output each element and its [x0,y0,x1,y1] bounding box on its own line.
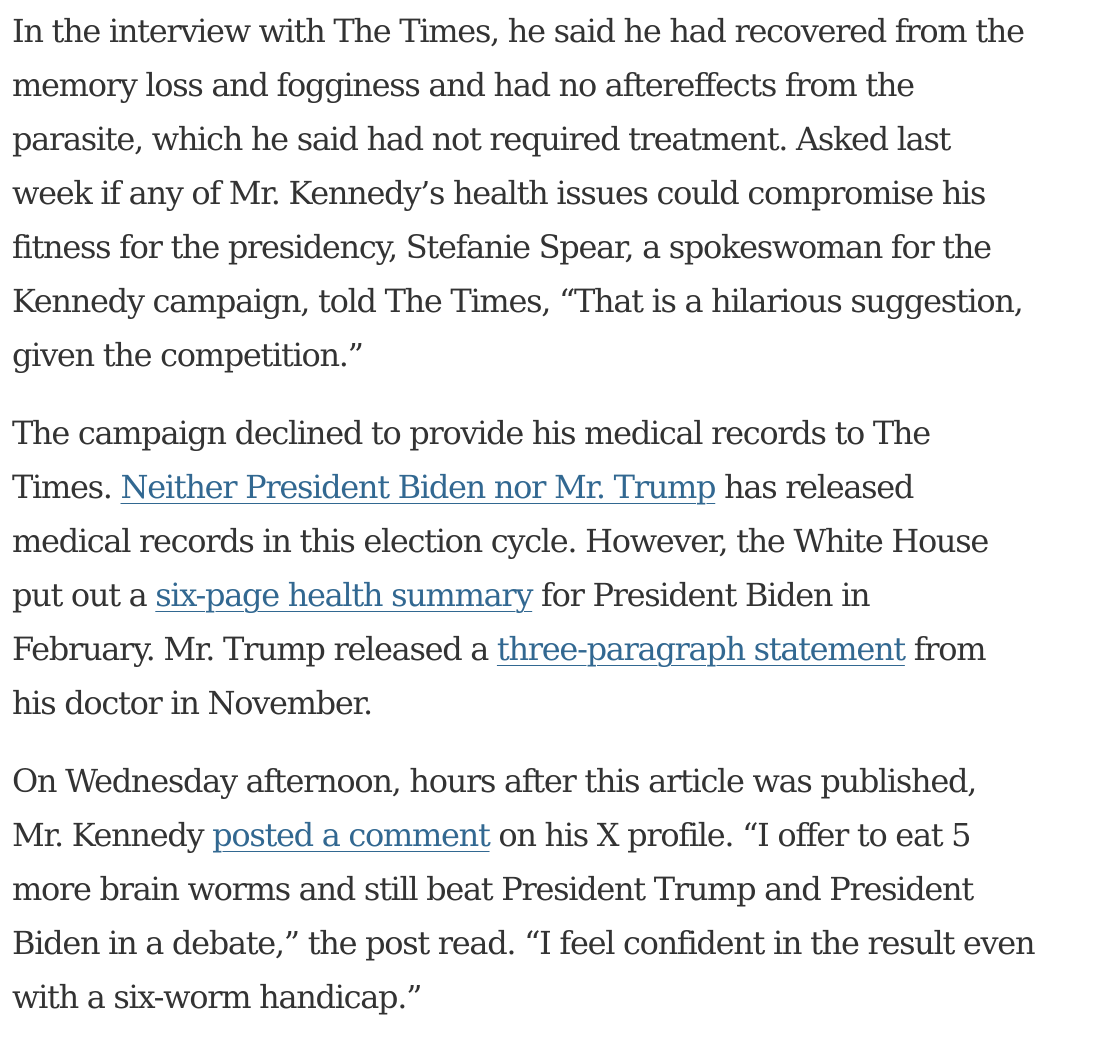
text-line: Kennedy campaign, told The Times, “That is a hilarious suggestion, [12,282,1023,320]
link-health-summary[interactable]: six-page health summary [155,576,533,614]
text-line: more brain worms and still beat President Trump and President [12,870,973,908]
text-segment: put out a [12,576,156,614]
text-line: week if any of Mr. Kennedy’s health issues could compromise his [12,174,986,212]
text-segment: Times. [12,468,121,506]
text-segment: February. Mr. Trump released a [12,630,497,668]
text-segment: on his X profile. “I offer to eat 5 [489,816,971,854]
text-segment: from [904,630,986,668]
link-three-paragraph-statement[interactable]: three-paragraph statement [496,630,905,668]
text-line: given the competition.” [12,336,363,374]
text-line: memory loss and fogginess and had no aftereffects from the [12,66,914,104]
paragraph-medical-records [12,406,1098,730]
text-line: fitness for the presidency, Stefanie Spear, a spokeswoman for the [12,228,991,266]
text-line: In the interview with The Times, he said he had recovered from the [12,12,1024,50]
text-line: with a six-worm handicap.” [12,978,422,1016]
text-line: his doctor in November. [12,684,372,722]
text-line: On Wednesday afternoon, hours after this article was published, [12,762,977,800]
text-line: medical records in this election cycle. However, the White House [12,522,988,560]
text-line [12,568,1098,622]
text-line: parasite, which he said had not required treatment. Asked last [12,120,951,158]
paragraph-recovery [12,4,1098,382]
paragraph-x-post [12,754,1098,1024]
text-line [12,808,1098,862]
link-posted-comment[interactable]: posted a comment [212,816,490,854]
text-line: The campaign declined to provide his medical records to The [12,414,930,452]
text-line [12,622,1098,676]
text-line: Biden in a debate,” the post read. “I feel confident in the result even [12,924,1035,962]
text-segment: for President Biden in [532,576,870,614]
text-line [12,460,1098,514]
link-biden-trump-records[interactable]: Neither President Biden nor Mr. Trump [120,468,716,506]
text-segment: Mr. Kennedy [12,816,213,854]
text-segment: has released [715,468,914,506]
